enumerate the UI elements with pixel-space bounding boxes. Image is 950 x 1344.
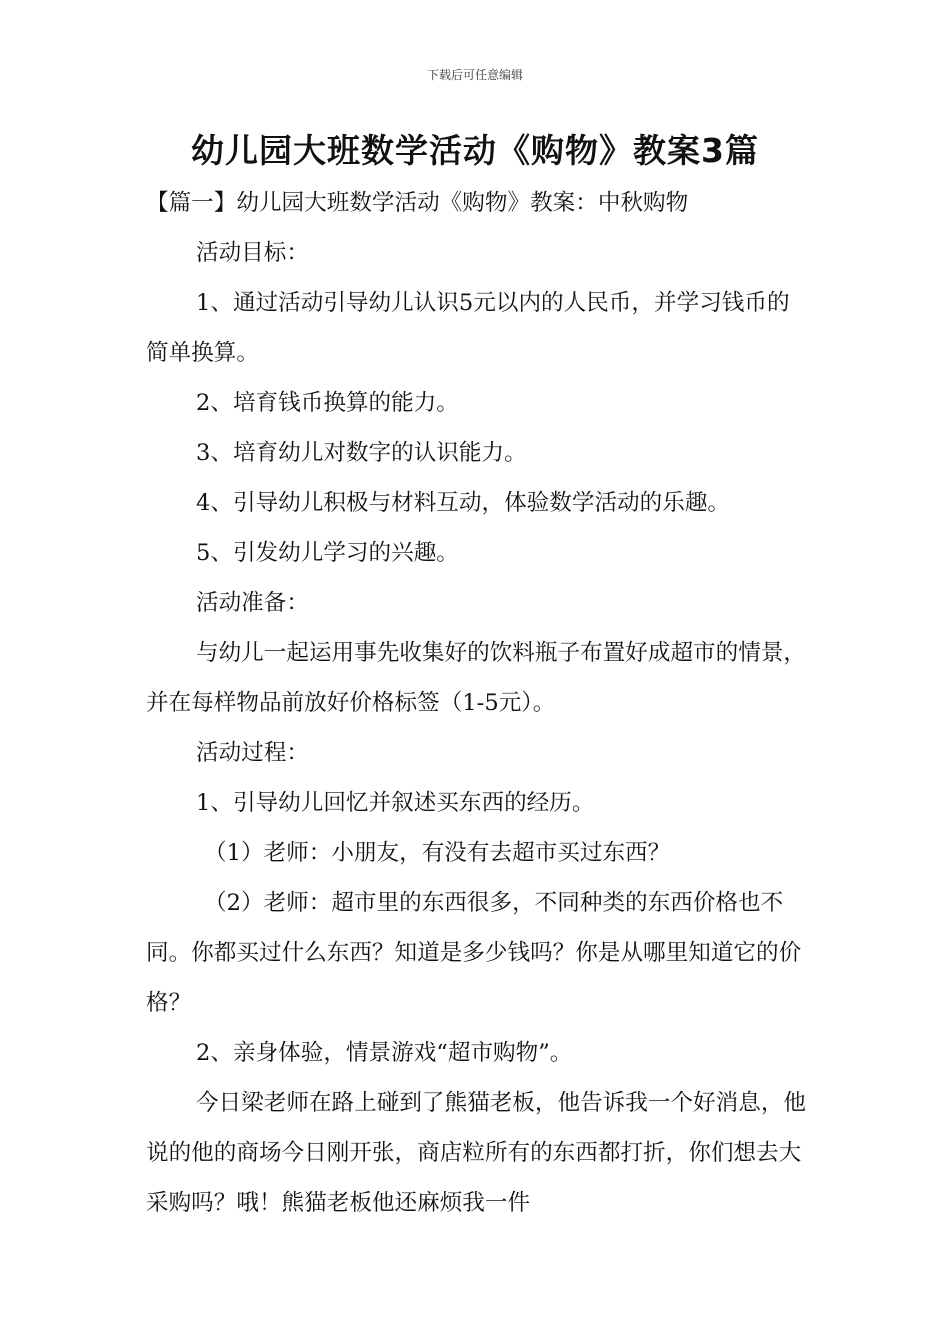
document-title: 幼儿园大班数学活动《购物》教案3篇 (191, 131, 759, 170)
document-body (146, 178, 808, 1228)
paragraph-prep-heading: 活动准备： (196, 590, 309, 616)
paragraph-goal-1: 1、通过活动引导幼儿认识5元以内的人民币，并学习钱币的简单换算。 (146, 290, 790, 366)
paragraph-prep-text: 与幼儿一起运用事先收集好的饮料瓶子布置好成超市的情景，并在每样物品前放好价格标签（1-5元）。 (146, 640, 807, 716)
paragraph-step-1-q1: （1）老师：小朋友，有没有去超市买过东西？ (204, 840, 671, 866)
paragraph-step-1: 1、引导幼儿回忆并叙述买东西的经历。 (196, 790, 595, 816)
header-note: 下载后可任意编辑 (426, 68, 523, 82)
paragraph-goal-2: 2、培育钱币换算的能力。 (196, 390, 459, 416)
paragraph-goal-3: 3、培育幼儿对数字的认识能力。 (196, 440, 527, 466)
paragraph-step-2: 2、亲身体验，情景游戏“超市购物”。 (196, 1040, 573, 1066)
paragraph-goals-heading: 活动目标： (196, 240, 309, 266)
paragraph-story: 今日梁老师在路上碰到了熊猫老板，他告诉我一个好消息，他说的他的商场今日刚开张，商店粒所有的东西都打折，你们想去大采购吗？哦！熊猫老板他还麻烦我一件 (146, 1090, 807, 1216)
section-heading: 【篇一】幼儿园大班数学活动《购物》教案：中秋购物 (146, 190, 689, 216)
paragraph-goal-5: 5、引发幼儿学习的兴趣。 (196, 540, 459, 566)
paragraph-step-1-q2: （2）老师：超市里的东西很多，不同种类的东西价格也不同。你都买过什么东西？知道是多少钱吗？你是从哪里知道它的价格？ (146, 890, 802, 1016)
paragraph-goal-4: 4、引导幼儿积极与材料互动，体验数学活动的乐趣。 (196, 490, 731, 516)
paragraph-process-heading: 活动过程： (196, 740, 309, 766)
